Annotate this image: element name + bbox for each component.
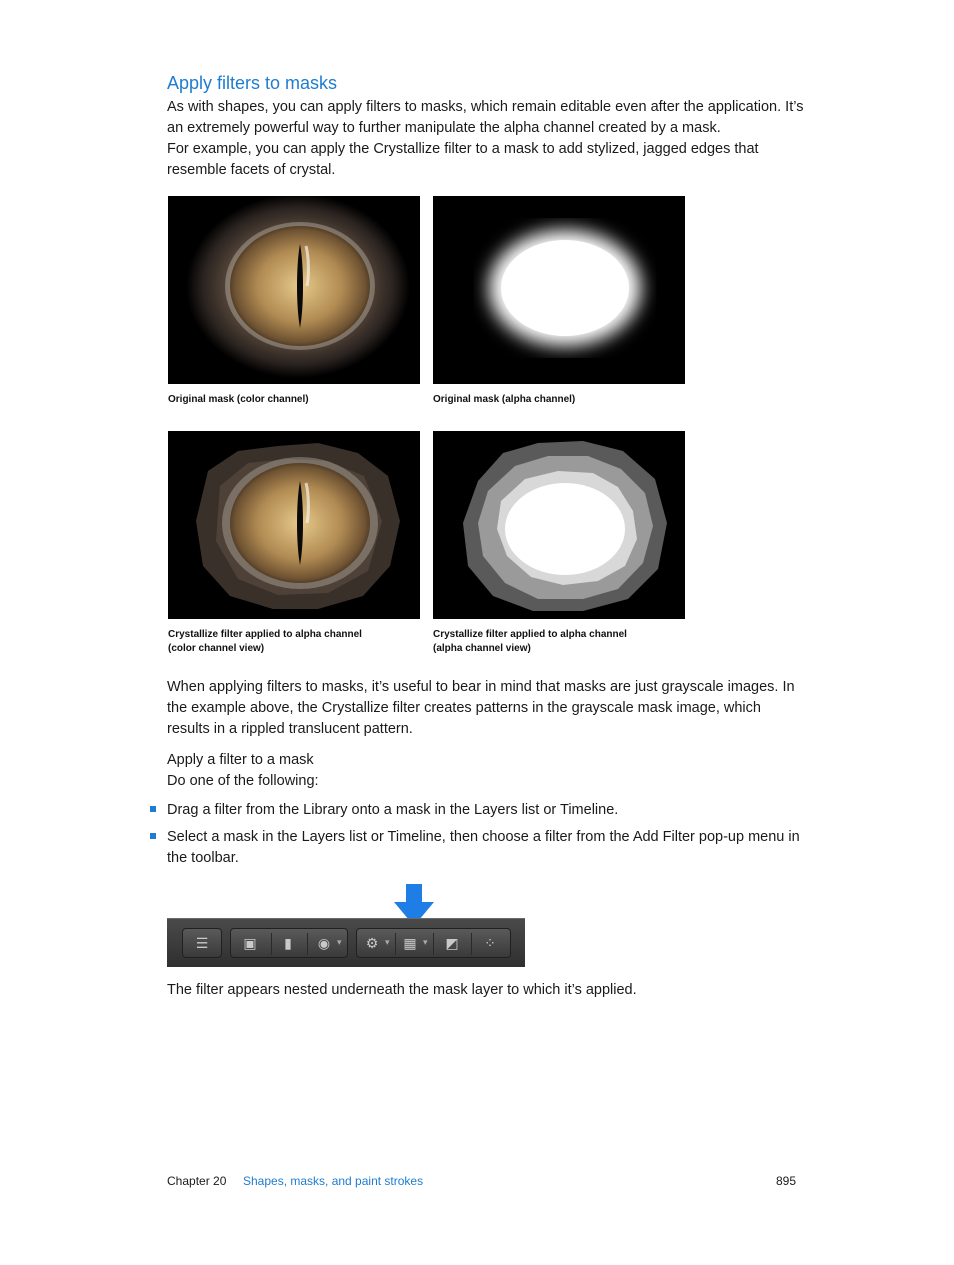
filters-icon[interactable]: ▦: [403, 934, 417, 951]
caption-line-1: Crystallize filter applied to alpha channel: [168, 629, 362, 640]
object-tools-group: [230, 928, 348, 958]
toolbar-screenshot: [167, 918, 525, 967]
light-icon[interactable]: ▮: [284, 934, 292, 951]
list-item: [150, 800, 800, 821]
effects-group: [356, 928, 511, 958]
task-bullets: [150, 800, 800, 875]
task-lead: Do one of the following:: [167, 773, 319, 789]
intro-text: [167, 97, 807, 181]
replicator-icon[interactable]: ⁘: [484, 934, 496, 951]
task-title: Apply a filter to a mask: [167, 752, 314, 768]
caption-line-1: Crystallize filter applied to alpha channel: [433, 629, 627, 640]
caption-line-2: (color channel view): [168, 643, 265, 654]
layers-button[interactable]: [182, 928, 222, 958]
mask-image: [433, 196, 685, 384]
footer-chapter: Chapter 20: [167, 1174, 227, 1188]
figure-crystallize-color: [168, 431, 420, 619]
closing-note: The filter appears nested underneath the mask layer to which it’s applied.: [167, 982, 637, 998]
intro-paragraph-1: As with shapes, you can apply filters to masks, which remain editable even after the application. It’s an extremely powerful way to further manipulate the alpha channel created by a mask.: [167, 99, 804, 136]
crystallized-eye-image: [168, 431, 420, 619]
bullet-text: Drag a filter from the Library onto a mask in the Layers list or Timeline.: [167, 802, 619, 818]
behaviors-icon[interactable]: ⚙: [365, 934, 379, 951]
caption-original-alpha: Original mask (alpha channel): [433, 394, 576, 405]
crystallized-mask-image: [433, 431, 685, 619]
chevron-down-icon: ▾: [423, 937, 428, 947]
body-paragraph: When applying filters to masks, it’s useful to bear in mind that masks are just grayscale images. In the example above, the Crystallize filter creates patterns in the grayscale mask image, which results in a rippled translucent pattern.: [167, 679, 795, 737]
footer-page-number: 895: [776, 1174, 797, 1188]
layers-icon: ☰: [195, 934, 209, 951]
caption-crystallize-alpha: [433, 628, 685, 656]
intro-paragraph-2: For example, you can apply the Crystallize filter to a mask to add stylized, jagged edges that resemble facets of crystal.: [167, 141, 759, 178]
caption-line-2: (alpha channel view): [433, 643, 531, 654]
caption-crystallize-color: [168, 628, 420, 656]
camera-icon[interactable]: ▣: [243, 934, 257, 951]
chevron-down-icon: ▾: [337, 937, 342, 947]
figure-crystallize-alpha: [433, 431, 685, 619]
chevron-down-icon: ▾: [385, 937, 390, 947]
footer-chapter-link[interactable]: Shapes, masks, and paint strokes: [243, 1174, 424, 1188]
section-title: Apply filters to masks: [167, 73, 338, 93]
bullet-square-icon: [150, 806, 156, 812]
figure-original-alpha: [433, 196, 685, 384]
rig-icon[interactable]: ◉: [317, 934, 331, 951]
generators-icon[interactable]: ◩: [445, 934, 459, 951]
eye-image: [168, 196, 420, 384]
bullet-square-icon: [150, 833, 156, 839]
caption-original-color: Original mask (color channel): [168, 394, 309, 405]
bullet-text: Select a mask in the Layers list or Timeline, then choose a filter from the Add Filter pop-up menu in the toolbar.: [167, 829, 800, 866]
list-item: [150, 827, 800, 869]
figure-original-color: [168, 196, 420, 384]
